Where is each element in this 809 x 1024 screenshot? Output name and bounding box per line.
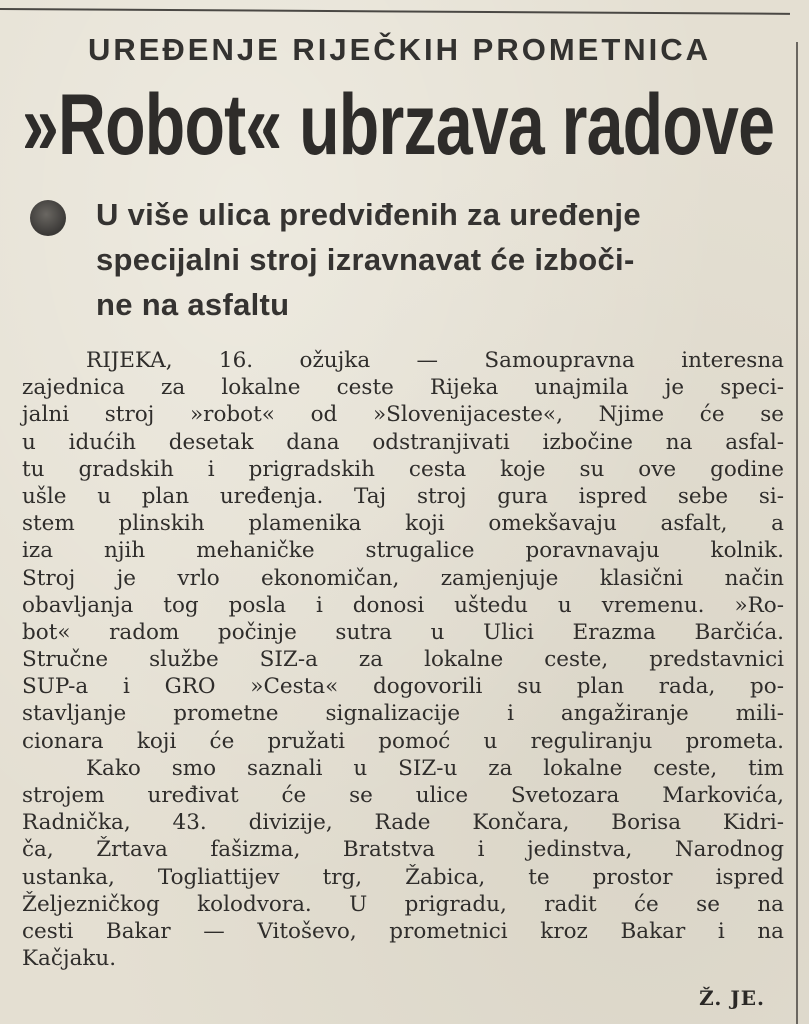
body-line: strojem uređivat će se ulice Svetozara Markovića, [22,783,784,808]
body-line: SUP-a i GRO »Cesta« dogovorili su plan rada, po- [22,674,784,700]
deck-line: specijalni stroj izravnavat će izboči- [96,242,635,277]
body-line: Kako smo saznali u SIZ-u za lokalne ceste, tim [86,755,784,781]
body-line: cesti Bakar — Vitoševo, prometnici kroz Bakar i na [22,918,784,944]
body-line: stem plinskih plamenika koji omekšavaju asfalt, a [22,511,784,537]
body-line: jalni stroj »robot« od »Slovenijaceste«, Njime će se [22,402,784,428]
body-line: Stroj je vrlo ekonomičan, zamjenjuje klasični način [22,565,784,591]
deck-text [96,192,786,327]
body-line: tu gradskih i prigradskih cesta koje su ove godine [22,456,784,482]
body-line: ustanka, Togliattijev trg, Žabica, te prostor ispred [22,864,784,890]
body-line: stavljanje prometne signalizacije i angažiranje mili- [22,701,784,727]
article-deck [26,192,786,327]
body-line: Stručne službe SIZ-a za lokalne ceste, predstavnici [22,647,784,673]
article-headline: »Robot« ubrzava radove [22,77,775,173]
body-line: u idućih desetak dana odstranjivati izbočine na asfal- [22,429,784,455]
body-line: Kačjaku. [22,946,117,972]
body-line: RIJEKA, 16. ožujka — Samoupravna interesna [86,348,784,373]
right-column-rule [796,42,798,1024]
author-byline: Ž. JE. [699,986,765,1010]
body-line: Željezničkog kolodvora. U prigradu, radit će se na [22,891,784,917]
article-kicker: UREĐENJE RIJEČKIH PROMETNICA [87,32,712,67]
body-line: bot« radom počinje sutra u Ulici Erazma Barčića. [22,619,784,645]
body-line: cionara koji će pružati pomoć u reguliranju prometa. [22,728,784,754]
body-line: ušle u plan uređenja. Taj stroj gura ispred sebe si- [22,483,784,509]
body-line: Radnička, 43. divizije, Rade Končara, Borisa Kidri- [22,810,784,836]
article-body [22,347,784,972]
deck-line: U više ulica predviđenih za uređenje [96,197,641,232]
body-line: iza njih mehaničke strugalice poravnavaju kolnik. [22,538,784,564]
body-line: zajednica za lokalne ceste Rijeka unajmila je speci- [22,375,784,401]
bullet-dot-icon [30,200,66,236]
body-line: ča, Žrtava fašizma, Bratstva i jedinstva, Narodnog [22,837,784,863]
deck-line: ne na asfaltu [96,287,290,322]
body-line: obavljanja tog posla i donosi uštedu u vremenu. »Ro- [22,592,784,618]
